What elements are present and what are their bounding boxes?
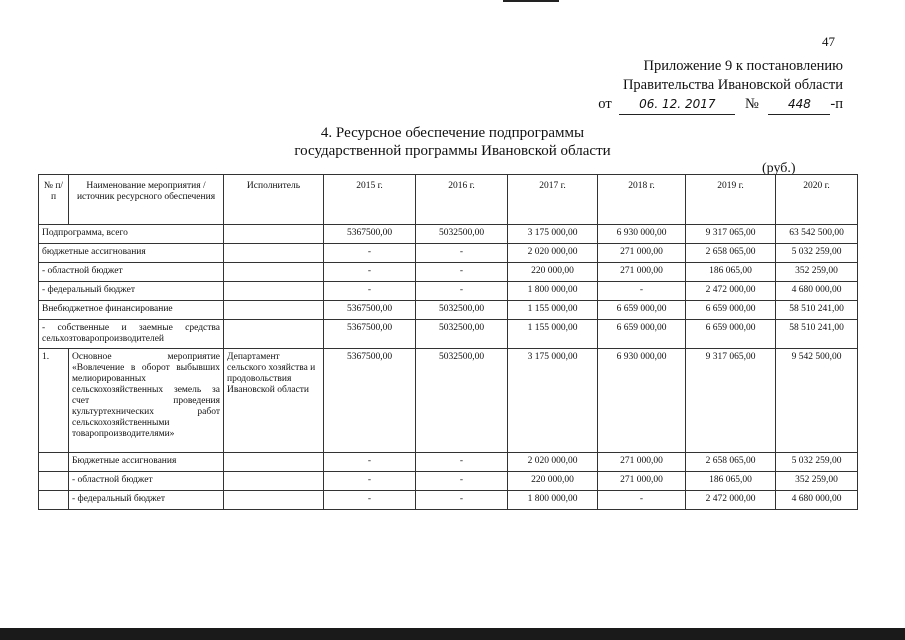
row-label: бюджетные ассигнования	[39, 244, 224, 263]
row-label: Внебюджетное финансирование	[39, 301, 224, 320]
table-row	[39, 244, 858, 263]
cell-2020: 5 032 259,00	[776, 453, 858, 472]
executor-cell	[224, 472, 324, 491]
measure-row	[39, 349, 858, 453]
header-executor: Исполнитель	[224, 175, 324, 225]
table-row	[39, 263, 858, 282]
executor-cell	[224, 320, 324, 349]
cell-2019: 6 659 000,00	[686, 320, 776, 349]
cell-2015: -	[324, 244, 416, 263]
cell-2017: 3 175 000,00	[508, 349, 598, 453]
cell-2016: -	[416, 244, 508, 263]
cell-2019: 9 317 065,00	[686, 349, 776, 453]
cell-2017: 2 020 000,00	[508, 453, 598, 472]
header-num: № п/п	[39, 175, 69, 225]
row-label: - федеральный бюджет	[39, 282, 224, 301]
cell-2015: -	[324, 491, 416, 510]
row-label: Бюджетные ассигнования	[69, 453, 224, 472]
handwritten-date: 06. 12. 2017	[619, 95, 735, 115]
cell-2015: 5367500,00	[324, 301, 416, 320]
cell-2017: 3 175 000,00	[508, 225, 598, 244]
cell-2015: -	[324, 263, 416, 282]
scan-bottom-edge	[0, 628, 905, 640]
cell-2020: 58 510 241,00	[776, 301, 858, 320]
resource-table	[38, 174, 858, 510]
row-label: Подпрограмма, всего	[39, 225, 224, 244]
cell-2015: 5367500,00	[324, 320, 416, 349]
title-line-1: 4. Ресурсное обеспечение подпрограммы	[320, 125, 585, 141]
cell-2015: 5367500,00	[324, 349, 416, 453]
cell-2020: 63 542 500,00	[776, 225, 858, 244]
annex-line-1: Приложение 9 к постановлению	[643, 58, 843, 74]
cell-2020: 4 680 000,00	[776, 282, 858, 301]
annex-date-line	[598, 95, 843, 115]
cell-2017: 2 020 000,00	[508, 244, 598, 263]
top-edge-mark	[503, 0, 559, 2]
table-row	[39, 453, 858, 472]
cell-2015: -	[324, 453, 416, 472]
row-label: - областной бюджет	[69, 472, 224, 491]
cell-2019: 9 317 065,00	[686, 225, 776, 244]
annex-header	[598, 57, 843, 115]
cell-2018: 271 000,00	[598, 453, 686, 472]
cell-2019: 2 472 000,00	[686, 491, 776, 510]
table-row	[39, 282, 858, 301]
executor-cell	[224, 244, 324, 263]
header-2017: 2017 г.	[508, 175, 598, 225]
cell-2020: 352 259,00	[776, 472, 858, 491]
title-line-2: государственной программы Ивановской области	[294, 143, 611, 159]
cell-2016: 5032500,00	[416, 349, 508, 453]
num-cell	[39, 491, 69, 510]
currency-unit: (руб.)	[762, 161, 796, 176]
header-2015: 2015 г.	[324, 175, 416, 225]
cell-2018: 271 000,00	[598, 263, 686, 282]
cell-2020: 9 542 500,00	[776, 349, 858, 453]
executor-cell	[224, 225, 324, 244]
cell-2016: -	[416, 491, 508, 510]
cell-2016: 5032500,00	[416, 301, 508, 320]
header-2020: 2020 г.	[776, 175, 858, 225]
number-label: №	[744, 96, 759, 112]
table-header-row	[39, 175, 858, 225]
measure-executor: Департамент сельского хозяйства и продовольствия Ивановской области	[224, 349, 324, 453]
from-label: от	[598, 96, 612, 112]
cell-2015: -	[324, 282, 416, 301]
cell-2018: 271 000,00	[598, 472, 686, 491]
cell-2017: 1 800 000,00	[508, 491, 598, 510]
executor-cell	[224, 453, 324, 472]
executor-cell	[224, 263, 324, 282]
cell-2019: 186 065,00	[686, 472, 776, 491]
annex-line-2: Правительства Ивановской области	[622, 77, 843, 93]
row-label: - федеральный бюджет	[69, 491, 224, 510]
table-row	[39, 320, 858, 349]
cell-2017: 1 155 000,00	[508, 301, 598, 320]
cell-2019: 2 472 000,00	[686, 282, 776, 301]
cell-2019: 2 658 065,00	[686, 244, 776, 263]
number-suffix: -п	[830, 96, 843, 112]
header-2018: 2018 г.	[598, 175, 686, 225]
cell-2018: 6 659 000,00	[598, 301, 686, 320]
row-label: - областной бюджет	[39, 263, 224, 282]
cell-2019: 6 659 000,00	[686, 301, 776, 320]
cell-2016: -	[416, 282, 508, 301]
cell-2016: 5032500,00	[416, 225, 508, 244]
cell-2015: 5367500,00	[324, 225, 416, 244]
table-row	[39, 301, 858, 320]
cell-2017: 220 000,00	[508, 263, 598, 282]
executor-cell	[224, 282, 324, 301]
cell-2016: 5032500,00	[416, 320, 508, 349]
cell-2016: -	[416, 263, 508, 282]
cell-2018: 6 930 000,00	[598, 225, 686, 244]
cell-2018: -	[598, 282, 686, 301]
cell-2020: 58 510 241,00	[776, 320, 858, 349]
cell-2016: -	[416, 472, 508, 491]
header-name: Наименование мероприятия / источник ресурсного обеспечения	[69, 175, 224, 225]
table-row	[39, 225, 858, 244]
cell-2016: -	[416, 453, 508, 472]
cell-2019: 2 658 065,00	[686, 453, 776, 472]
cell-2018: 6 930 000,00	[598, 349, 686, 453]
cell-2017: 1 155 000,00	[508, 320, 598, 349]
cell-2020: 4 680 000,00	[776, 491, 858, 510]
cell-2017: 1 800 000,00	[508, 282, 598, 301]
header-2016: 2016 г.	[416, 175, 508, 225]
measure-name: Основное мероприятие «Вовлечение в оборот выбывших мелиорированных сельскохозяйственных земель за счет проведения культуртехнических работ сельскохозяйственными товаропроизводителями»	[69, 349, 224, 453]
cell-2017: 220 000,00	[508, 472, 598, 491]
cell-2020: 5 032 259,00	[776, 244, 858, 263]
row-label: - собственные и заемные средства сельхозтоваропроизводителей	[39, 320, 224, 349]
document-title	[0, 124, 905, 160]
cell-2015: -	[324, 472, 416, 491]
cell-2018: 271 000,00	[598, 244, 686, 263]
measure-num: 1.	[39, 349, 69, 453]
cell-2020: 352 259,00	[776, 263, 858, 282]
num-cell	[39, 472, 69, 491]
cell-2018: 6 659 000,00	[598, 320, 686, 349]
cell-2018: -	[598, 491, 686, 510]
header-2019: 2019 г.	[686, 175, 776, 225]
cell-2019: 186 065,00	[686, 263, 776, 282]
num-cell	[39, 453, 69, 472]
table-row	[39, 472, 858, 491]
executor-cell	[224, 491, 324, 510]
handwritten-number: 448	[768, 95, 830, 115]
executor-cell	[224, 301, 324, 320]
table-row	[39, 491, 858, 510]
page-number: 47	[822, 34, 835, 49]
